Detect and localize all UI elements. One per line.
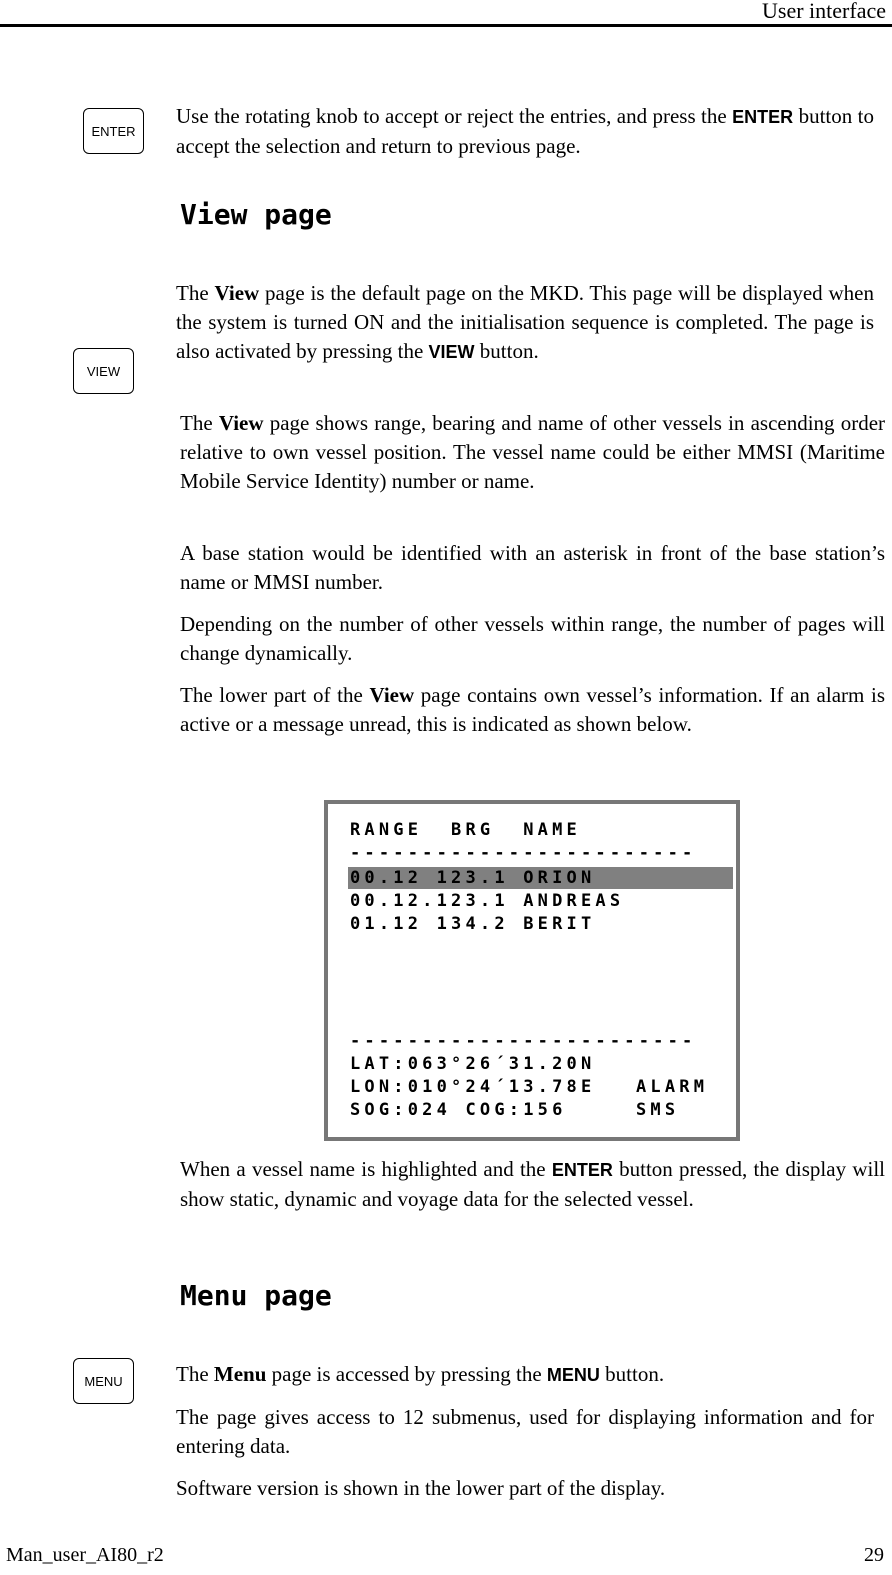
- display-column-headers: RANGE BRG NAME: [350, 820, 581, 840]
- view-paragraph-4: Depending on the number of other vessels within range, the number of pages will change dynamically.: [180, 612, 885, 665]
- footer-page-number: 29: [864, 1544, 884, 1566]
- view-paragraph-6: When a vessel name is highlighted and the ENTER button pressed, the display will show static, dynamic and voyage data for the selected vessel.: [180, 1157, 886, 1211]
- mkd-view-display: [324, 800, 740, 1141]
- view-paragraph-2: The View page shows range, bearing and name of other vessels in ascending order relative to own vessel position. The vessel name could be either MMSI (Maritime Mobile Service Identity) number or name.: [180, 411, 886, 493]
- enter-instructions: Use the rotating knob to accept or reject the entries, and press the ENTER button to accept the selection and return to previous page.: [176, 104, 874, 158]
- running-header: User interface: [762, 0, 886, 23]
- view-key-icon: VIEW: [73, 348, 134, 394]
- menu-paragraph-1: The Menu page is accessed by pressing the MENU button.: [176, 1362, 665, 1386]
- enter-key-icon: ENTER: [83, 108, 144, 154]
- own-vessel-longitude: LON:010°24´13.78E: [350, 1077, 596, 1097]
- header-rule: [0, 24, 892, 27]
- menu-paragraph-3: Software version is shown in the lower part of the display.: [176, 1476, 666, 1500]
- view-paragraph-5: The lower part of the View page contains own vessel’s information. If an alarm is active or a message unread, this is indicated as shown below.: [180, 683, 885, 736]
- view-paragraph-1: The View page is the default page on the MKD. This page will be displayed when the system is turned ON and the initialisation sequence is completed. The page is also activated by pressing the VIEW button.: [176, 281, 874, 363]
- menu-page-heading: Menu page: [180, 1279, 332, 1312]
- display-divider-top: ------------------------: [350, 843, 697, 863]
- menu-paragraph-2: The page gives access to 12 submenus, used for displaying information and for entering data.: [176, 1405, 874, 1458]
- sms-indicator: SMS: [636, 1100, 680, 1120]
- view-paragraph-3: A base station would be identified with an asterisk in front of the base station’s name or MMSI number.: [180, 541, 885, 594]
- alarm-indicator: ALARM: [636, 1077, 709, 1097]
- own-vessel-sog-cog: SOG:024 COG:156: [350, 1100, 567, 1120]
- view-page-heading: View page: [180, 198, 332, 231]
- footer-doc-id: Man_user_AI80_r2: [6, 1544, 164, 1566]
- vessel-row: 01.12 134.2 BERIT: [350, 914, 596, 934]
- menu-key-icon: MENU: [73, 1358, 134, 1404]
- own-vessel-latitude: LAT:063°26´31.20N: [350, 1054, 596, 1074]
- vessel-row-highlighted: 00.12 123.1 ORION: [350, 868, 596, 888]
- vessel-row: 00.12.123.1 ANDREAS: [350, 891, 625, 911]
- display-divider-bottom: ------------------------: [350, 1031, 697, 1051]
